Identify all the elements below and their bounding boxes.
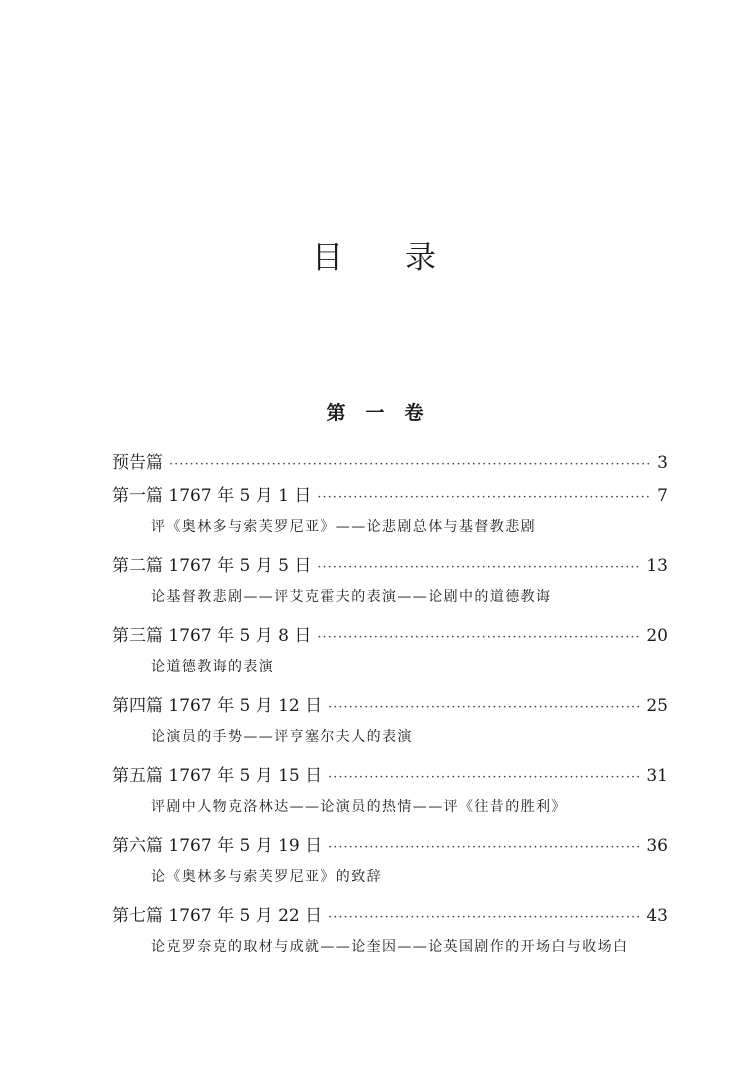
toc-entry-page: 7 xyxy=(657,486,668,506)
toc-entry-3[interactable] xyxy=(112,621,668,654)
toc-entry-1[interactable] xyxy=(112,481,668,514)
title-char-1: 目 xyxy=(312,240,345,276)
leader-dots xyxy=(328,700,640,715)
page-title xyxy=(0,232,750,277)
leader-dots xyxy=(328,770,640,785)
toc-entry-summary: 论基督教悲剧——评艾克霍夫的表演——论剧中的道德教诲 xyxy=(151,589,552,605)
toc-entry-summary: 论《奥林多与索芙罗尼亚》的致辞 xyxy=(151,869,382,885)
toc-entry-page: 3 xyxy=(657,453,668,473)
toc-entry-label: 第七篇 1767 年 5 月 22 日 xyxy=(112,906,323,926)
toc-entry-label: 第五篇 1767 年 5 月 15 日 xyxy=(112,766,323,786)
toc-entry-2[interactable] xyxy=(112,551,668,584)
volume-heading xyxy=(0,398,750,425)
toc-entry-7[interactable] xyxy=(112,901,668,934)
leader-dots xyxy=(328,910,640,925)
toc-entry-6[interactable] xyxy=(112,831,668,864)
toc-entry-summary: 评剧中人物克洛林达——论演员的热情——评《往昔的胜利》 xyxy=(151,799,567,815)
toc-entry-summary: 论演员的手势——评亨塞尔夫人的表演 xyxy=(151,729,413,745)
toc-entry-page: 25 xyxy=(646,696,668,716)
toc-entry-page: 13 xyxy=(646,556,668,576)
toc-entry-5[interactable] xyxy=(112,761,668,794)
leader-dots xyxy=(317,560,640,575)
toc-entry-label: 第三篇 1767 年 5 月 8 日 xyxy=(112,626,312,646)
toc-entry-summary: 论道德教诲的表演 xyxy=(151,659,275,675)
toc-entry-page: 20 xyxy=(646,626,668,646)
leader-dots xyxy=(169,457,651,472)
volume-char-2: 一 xyxy=(365,402,385,424)
toc-entry-label: 第四篇 1767 年 5 月 12 日 xyxy=(112,696,323,716)
toc-entry-label: 第一篇 1767 年 5 月 1 日 xyxy=(112,486,312,506)
title-char-2: 录 xyxy=(405,240,438,276)
toc-entry-summary: 论克罗奈克的取材与成就——论奎因——论英国剧作的开场白与收场白 xyxy=(151,939,629,955)
toc-entry-4[interactable] xyxy=(112,691,668,724)
toc-list xyxy=(112,448,668,971)
toc-entry-page: 31 xyxy=(646,766,668,786)
leader-dots xyxy=(317,490,651,505)
leader-dots xyxy=(317,630,640,645)
toc-entry-preface[interactable] xyxy=(112,448,668,481)
toc-entry-label: 第六篇 1767 年 5 月 19 日 xyxy=(112,836,323,856)
toc-entry-label: 第二篇 1767 年 5 月 5 日 xyxy=(112,556,312,576)
toc-entry-page: 43 xyxy=(646,906,668,926)
toc-entry-page: 36 xyxy=(646,836,668,856)
toc-entry-label: 预告篇 xyxy=(112,453,163,473)
volume-char-3: 卷 xyxy=(404,402,424,424)
leader-dots xyxy=(328,840,640,855)
volume-char-1: 第 xyxy=(326,402,346,424)
toc-entry-summary: 评《奥林多与索芙罗尼亚》——论悲剧总体与基督教悲剧 xyxy=(151,519,536,535)
